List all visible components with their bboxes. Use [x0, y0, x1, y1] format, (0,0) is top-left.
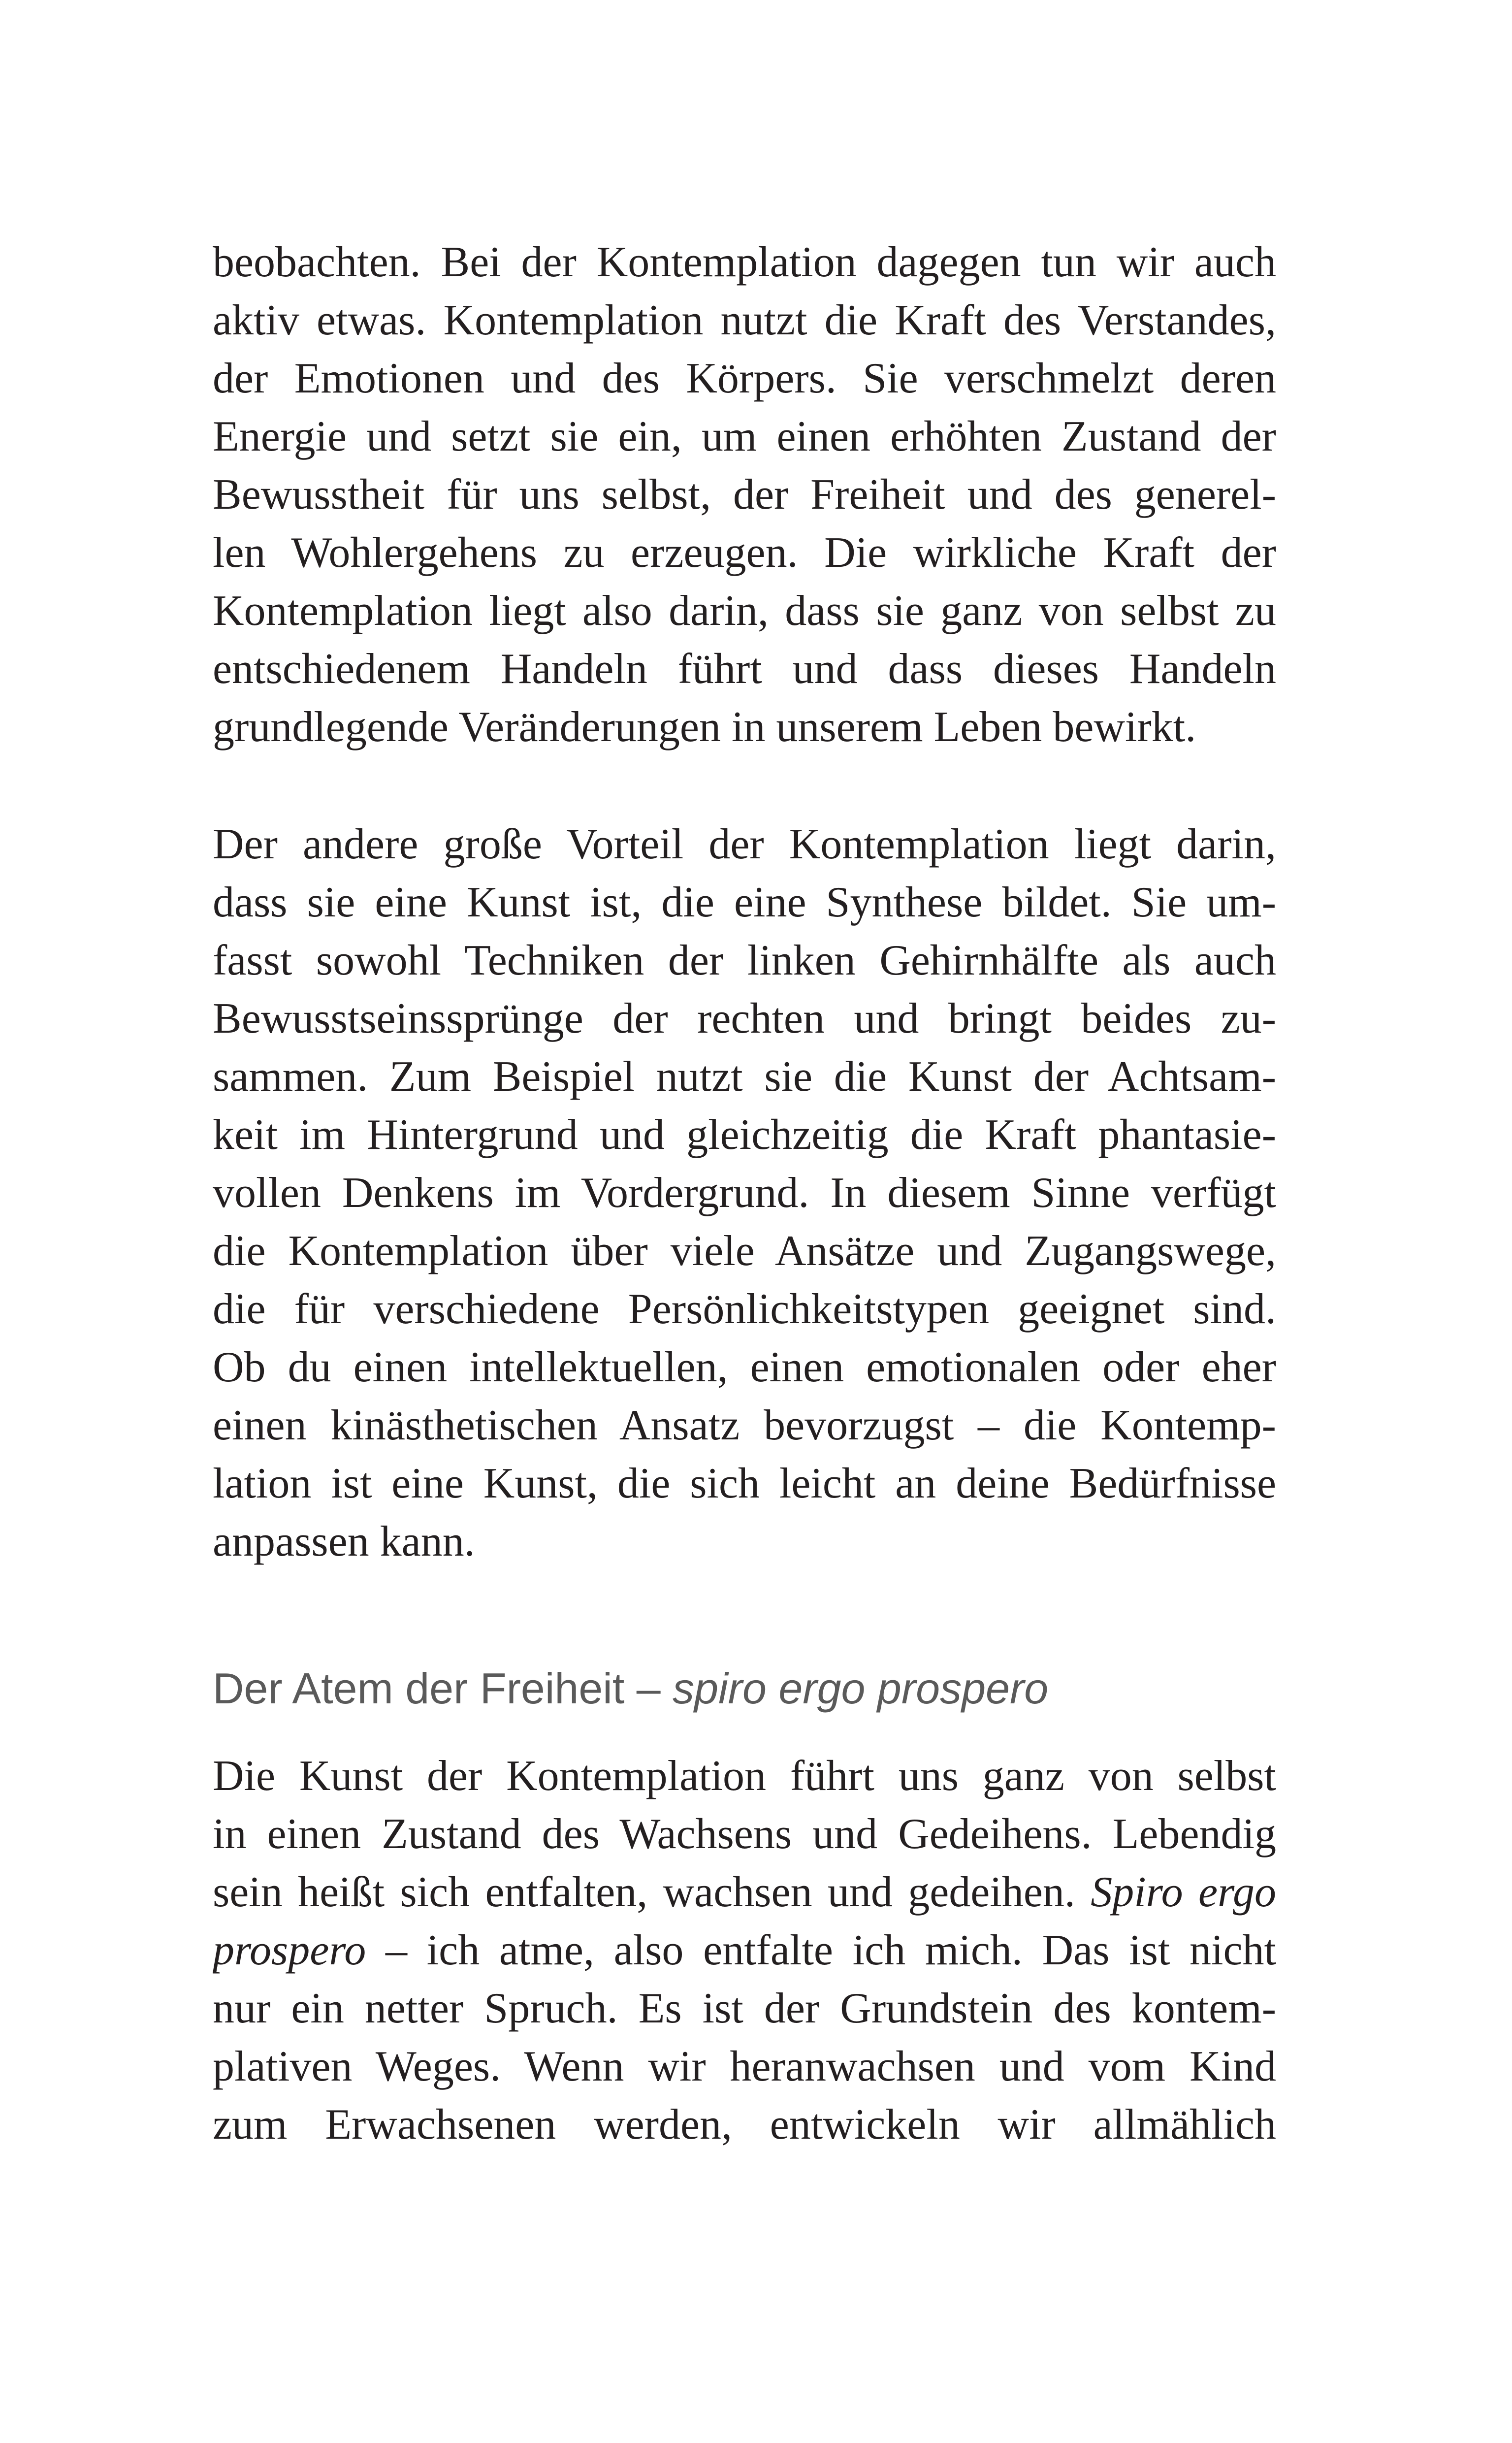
paragraph-line: lation ist eine Kunst, die sich leicht an deine Bedürfnisse: [213, 1460, 1276, 1507]
paragraph-line: len Wohlergehens zu erzeugen. Die wirkliche Kraft der: [213, 529, 1276, 577]
section-heading-italic: spiro ergo prospero: [673, 1664, 1049, 1713]
paragraph-line: in einen Zustand des Wachsens und Gedeihens. Lebendig: [213, 1810, 1276, 1858]
paragraph-line: sammen. Zum Beispiel nutzt sie die Kunst der Achtsam-: [213, 1053, 1276, 1101]
line-italic-text: prospero: [213, 1926, 366, 1974]
paragraph-line: Kontemplation liegt also darin, dass sie ganz von selbst zu: [213, 587, 1276, 635]
paragraph-line: Bewusstheit für uns selbst, der Freiheit und des generel-: [213, 471, 1276, 519]
paragraph-line: [213, 1863, 1276, 1922]
paragraph-3: [213, 1747, 1276, 2154]
paragraph-2: [213, 815, 1276, 1571]
paragraph-line: entschiedenem Handeln führt und dass dieses Handeln: [213, 645, 1276, 693]
line-italic-text: Spiro ergo: [1091, 1868, 1276, 1916]
paragraph-line: Bewusstseinssprünge der rechten und bringt beides zu-: [213, 995, 1276, 1042]
paragraph-line: aktiv etwas. Kontemplation nutzt die Kraft des Verstandes,: [213, 296, 1276, 344]
paragraph-line: nur ein netter Spruch. Es ist der Grundstein des kontem-: [213, 1985, 1276, 2032]
paragraph-1: [213, 233, 1276, 756]
paragraph-line: die Kontemplation über viele Ansätze und Zugangswege,: [213, 1227, 1276, 1275]
paragraph-line: Der andere große Vorteil der Kontemplation liegt darin,: [213, 820, 1276, 868]
paragraph-line: plativen Weges. Wenn wir heranwachsen und vom Kind: [213, 2043, 1276, 2090]
paragraph-line: die für verschiedene Persönlichkeitstypen geeignet sind.: [213, 1285, 1276, 1333]
paragraph-line: anpassen kann.: [213, 1518, 475, 1565]
section-heading: [213, 1657, 1276, 1721]
paragraph-line: Die Kunst der Kontemplation führt uns ganz von selbst: [213, 1752, 1276, 1800]
paragraph-line: fasst sowohl Techniken der linken Gehirnhälfte als auch: [213, 937, 1276, 984]
paragraph-line: zum Erwachsenen werden, entwickeln wir allmählich: [213, 2101, 1276, 2149]
line-text: sein heißt sich entfalten, wachsen und gedeihen.: [213, 1868, 1091, 1916]
paragraph-line: dass sie eine Kunst ist, die eine Synthese bildet. Sie um-: [213, 879, 1276, 926]
paragraph-line: beobachten. Bei der Kontemplation dagegen tun wir auch: [213, 238, 1276, 286]
section-heading-main: Der Atem der Freiheit –: [213, 1664, 673, 1713]
paragraph-line: keit im Hintergrund und gleichzeitig die Kraft phantasie-: [213, 1111, 1276, 1159]
paragraph-line: Energie und setzt sie ein, um einen erhöhten Zustand der: [213, 413, 1276, 460]
paragraph-line: der Emotionen und des Körpers. Sie verschmelzt deren: [213, 355, 1276, 402]
paragraph-line: einen kinästhetischen Ansatz bevorzugst – die Kontemp-: [213, 1401, 1276, 1449]
paragraph-line: vollen Denkens im Vordergrund. In diesem Sinne verfügt: [213, 1169, 1276, 1217]
paragraph-line: Ob du einen intellektuellen, einen emotionalen oder eher: [213, 1343, 1276, 1391]
paragraph-line: grundlegende Veränderungen in unserem Leben bewirkt.: [213, 703, 1196, 751]
line-text: – ich atme, also entfalte ich mich. Das ist nicht: [366, 1926, 1276, 1974]
paragraph-line: [213, 1922, 1276, 1980]
